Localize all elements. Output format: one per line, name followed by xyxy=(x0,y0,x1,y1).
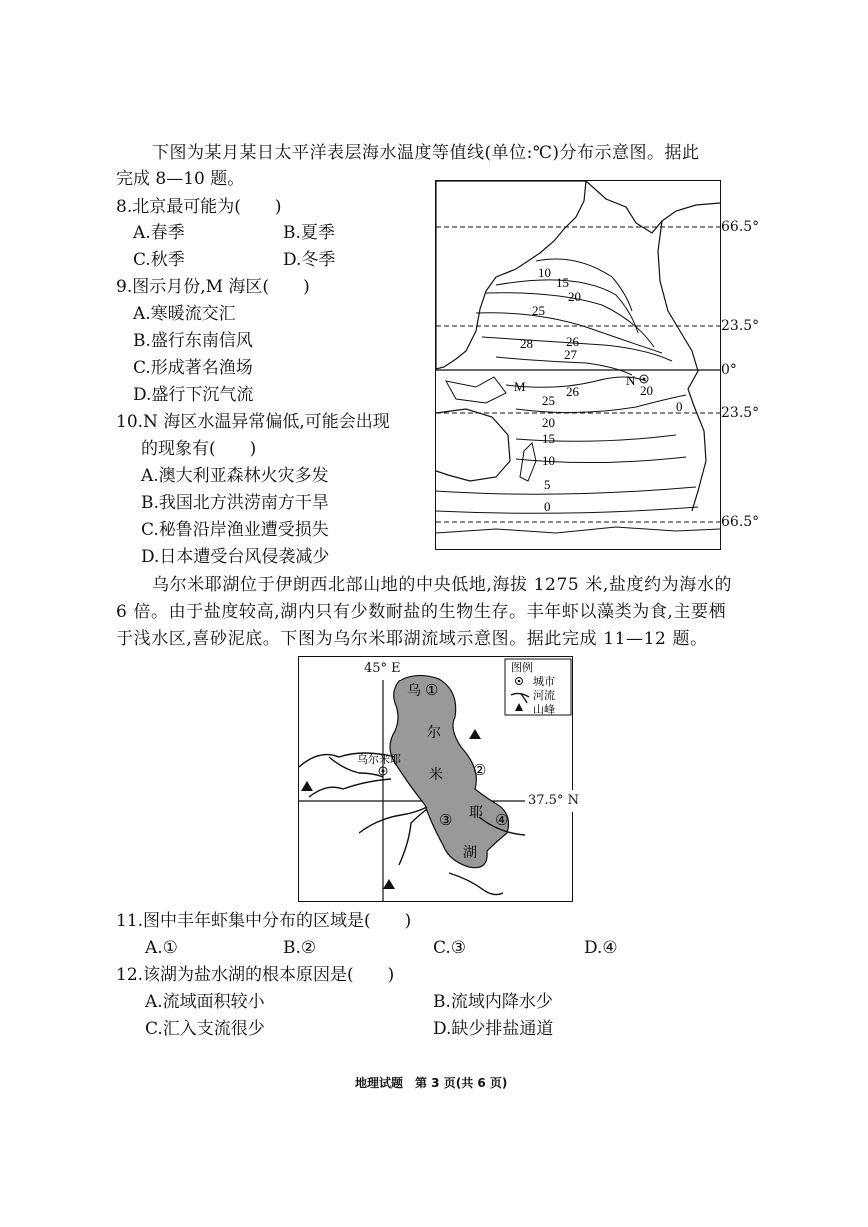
q11-option-d[interactable]: D.④ xyxy=(584,938,618,958)
mountain-peak-west xyxy=(301,781,313,791)
legend-peak: 山峰 xyxy=(533,704,555,716)
q9-stem: 9.图示月份,M 海区( ) xyxy=(116,277,310,297)
australia-landmass xyxy=(436,409,510,481)
q10-stem-line-1: 10.N 海区水温异常偏低,可能会出现 xyxy=(116,412,390,432)
isotherm-0s xyxy=(436,507,698,513)
alaska-coast xyxy=(586,181,720,233)
isotherm-label-26-south: 26 xyxy=(566,384,579,399)
isotherm-label-10-south: 10 xyxy=(542,453,555,468)
q9-option-c[interactable]: C.形成著名渔场 xyxy=(133,358,253,378)
latitude-label: 37.5° N xyxy=(528,790,579,812)
q10-option-d[interactable]: D.日本遭受台风侵袭减少 xyxy=(141,547,330,567)
isotherm-label-20-n-point: 20 xyxy=(640,383,653,398)
isotherm-15s xyxy=(516,435,676,441)
isotherm-5s xyxy=(436,487,696,494)
pacific-sst-map xyxy=(435,180,721,550)
q10-option-b[interactable]: B.我国北方洪涝南方干旱 xyxy=(141,493,329,513)
indonesia-islands xyxy=(446,377,506,403)
q11-stem: 11.图中丰年虾集中分布的区域是( ) xyxy=(116,911,412,931)
q11-option-c[interactable]: C.③ xyxy=(433,938,467,958)
lat-label-66s: 66.5° xyxy=(721,514,760,530)
isotherm-label-25-south: 25 xyxy=(542,393,555,408)
lat-label-66n: 66.5° xyxy=(721,219,760,235)
north-america-coast xyxy=(658,221,706,511)
region-3: ③ xyxy=(439,813,453,829)
river-6 xyxy=(449,873,503,895)
q12-option-c[interactable]: C.汇入支流很少 xyxy=(145,1019,265,1039)
urmia-map-svg xyxy=(299,657,572,901)
isotherm-label-27: 27 xyxy=(564,347,577,362)
q10-option-c[interactable]: C.秘鲁沿岸渔业遭受损失 xyxy=(141,520,329,540)
q12-stem: 12.该湖为盐水湖的根本原因是( ) xyxy=(116,965,395,985)
q9-option-d[interactable]: D.盛行下沉气流 xyxy=(133,385,254,405)
point-m-label: M xyxy=(514,379,526,394)
isotherm-label-28: 28 xyxy=(520,336,533,351)
isotherm-label-20-south: 20 xyxy=(542,415,555,430)
q8-option-c[interactable]: C.秋季 xyxy=(133,250,185,270)
intro2-line-1: 乌尔米耶湖位于伊朗西北部山地的中央低地,海拔 1275 米,盐度约为海水的 xyxy=(152,575,733,595)
legend-title: 图例 xyxy=(511,662,533,674)
page-footer: 地理试题 第 3 页(共 6 页) xyxy=(355,1076,508,1090)
city-urmia-label: 乌尔米耶 xyxy=(357,754,401,766)
lat-label-23n: 23.5° xyxy=(721,318,760,334)
region-4: ④ xyxy=(495,813,509,829)
mountain-peak-south xyxy=(383,879,395,889)
q12-option-d[interactable]: D.缺少排盐通道 xyxy=(433,1019,554,1039)
urmia-lake-map xyxy=(298,656,573,902)
lake-char-2: 尔 xyxy=(427,726,441,741)
river-2 xyxy=(309,779,391,797)
intro-line-2: 完成 8—10 题。 xyxy=(116,169,245,189)
isotherm-label-10: 10 xyxy=(538,265,551,280)
q9-option-a[interactable]: A.寒暖流交汇 xyxy=(133,304,236,324)
intro2-line-2: 6 倍。由于盐度较高,湖内只有少数耐盐的生物生存。丰年虾以藻类为食,主要栖 xyxy=(116,602,727,622)
lake-char-4: 耶 xyxy=(469,806,483,821)
isotherm-label-5: 5 xyxy=(544,477,551,492)
isotherm-label-0-south: 0 xyxy=(544,499,551,514)
river-5 xyxy=(399,809,427,865)
isotherm-label-26: 26 xyxy=(566,334,579,349)
point-n-label: N xyxy=(626,373,636,388)
q8-option-a[interactable]: A.春季 xyxy=(133,223,185,243)
isotherm-label-15: 15 xyxy=(556,275,569,290)
q11-option-a[interactable]: A.① xyxy=(145,938,178,958)
q8-option-b[interactable]: B.夏季 xyxy=(283,223,335,243)
region-1: ① xyxy=(425,683,439,699)
lat-label-equator: 0° xyxy=(721,362,737,378)
lake-char-5: 湖 xyxy=(463,846,477,861)
q8-option-d[interactable]: D.冬季 xyxy=(283,250,336,270)
lake-char-3: 米 xyxy=(429,768,443,783)
q9-option-b[interactable]: B.盛行东南信风 xyxy=(133,331,253,351)
isotherm-label-20: 20 xyxy=(568,289,581,304)
lat-label-23s: 23.5° xyxy=(721,405,760,421)
q8-stem: 8.北京最可能为( ) xyxy=(116,197,282,217)
legend-river: 河流 xyxy=(533,690,555,702)
longitude-label: 45° E xyxy=(364,658,401,680)
intro2-line-3: 于浅水区,喜砂泥底。下图为乌尔米耶湖流域示意图。据此完成 11—12 题。 xyxy=(116,629,708,649)
mountain-peak-east xyxy=(469,729,481,739)
q12-option-b[interactable]: B.流域内降水少 xyxy=(433,992,553,1012)
q11-option-b[interactable]: B.② xyxy=(283,938,317,958)
region-2: ② xyxy=(473,763,487,779)
isotherm-label-25: 25 xyxy=(532,303,545,318)
q10-stem-line-2: 的现象有( ) xyxy=(141,439,257,459)
antarctica-coast xyxy=(436,527,720,533)
isotherm-label-0-east: 0 xyxy=(676,399,683,414)
isotherm-label-15-south: 15 xyxy=(542,431,555,446)
q12-option-a[interactable]: A.流域面积较小 xyxy=(145,992,265,1012)
intro-line-1: 下图为某月某日太平洋表层海水温度等值线(单位:℃)分布示意图。据此 xyxy=(152,143,700,163)
pacific-map-svg xyxy=(436,181,720,549)
q10-option-a[interactable]: A.澳大利亚森林火灾多发 xyxy=(141,466,329,486)
legend-city: 城市 xyxy=(533,676,555,688)
lake-char-1: 乌 xyxy=(407,684,421,699)
river-4 xyxy=(359,807,427,833)
new-zealand xyxy=(520,443,536,481)
